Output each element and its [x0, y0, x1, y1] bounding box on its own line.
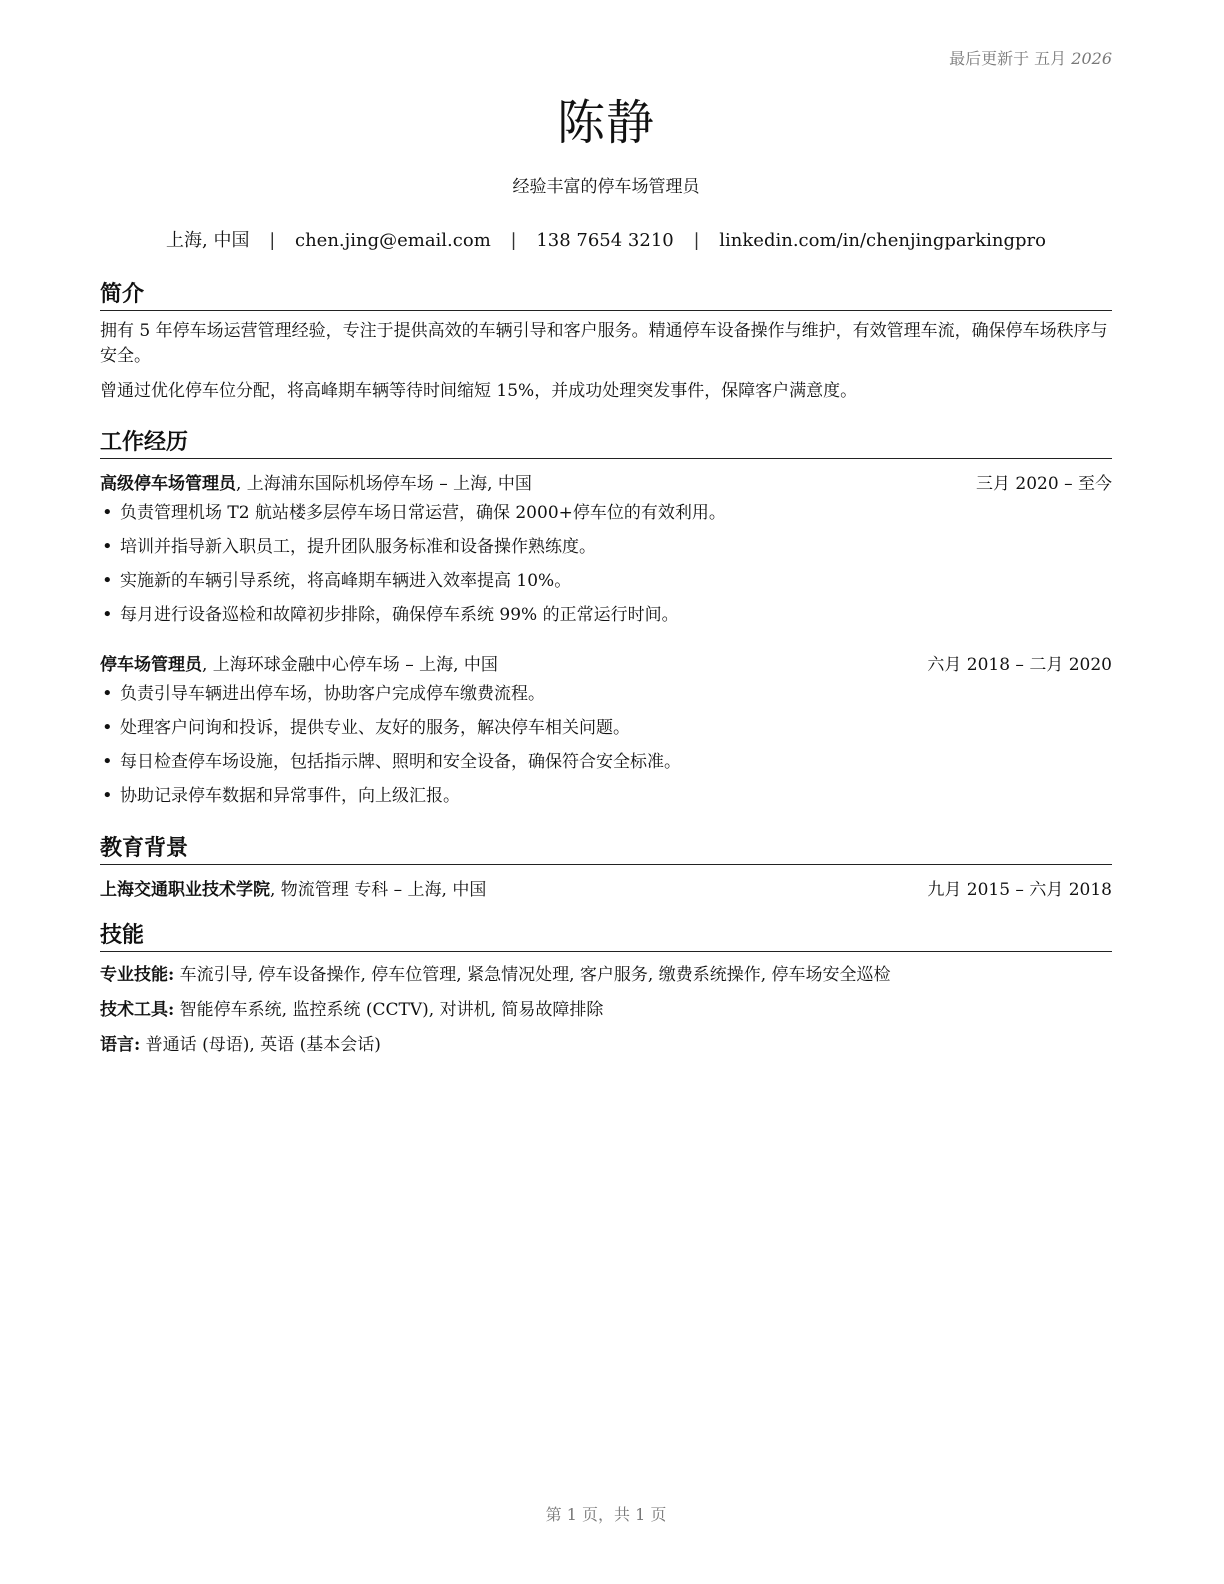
- contact-separator: |: [269, 230, 276, 251]
- education-entry: [100, 875, 1112, 900]
- contact-separator: |: [693, 230, 700, 251]
- summary-paragraph: 曾通过优化停车位分配，将高峰期车辆等待时间缩短 15%，并成功处理突发事件，保障客户满意度。: [100, 381, 858, 401]
- job-bullet: • 每月进行设备巡检和故障初步排除，确保停车系统 99% 的正常运行时间。: [100, 598, 1112, 632]
- skill-label: 专业技能:: [100, 965, 175, 985]
- skill-line: [100, 1028, 1112, 1063]
- skill-label: 语言:: [100, 1035, 141, 1055]
- section-title-experience: 工作经历: [100, 425, 1112, 459]
- education-section: [100, 831, 1112, 900]
- job-bullets: [100, 496, 1112, 632]
- job-bullets: [100, 677, 1112, 813]
- education-dates: 九月 2015 – 六月 2018: [927, 880, 1112, 900]
- contact-separator: |: [510, 230, 517, 251]
- skill-line: [100, 958, 1112, 993]
- education-line: [100, 875, 486, 900]
- job-header: [100, 650, 1112, 675]
- job-role: 停车场管理员: [100, 655, 202, 675]
- contact-location: 上海, 中国: [166, 230, 250, 251]
- contact-email[interactable]: chen.jing@email.com: [295, 230, 491, 251]
- job-title-line: [100, 469, 532, 494]
- skills-section: [100, 918, 1112, 1063]
- contact-phone: 138 7654 3210: [536, 230, 674, 251]
- job-dates: 六月 2018 – 二月 2020: [927, 655, 1112, 675]
- job-bullet: • 实施新的车辆引导系统，将高峰期车辆进入效率提高 10%。: [100, 564, 1112, 598]
- contact-linkedin[interactable]: linkedin.com/in/chenjingparkingpro: [719, 230, 1046, 251]
- job-bullet: • 负责管理机场 T2 航站楼多层停车场日常运营，确保 2000+停车位的有效利用。: [100, 496, 1112, 530]
- resume-page: [100, 0, 1112, 1584]
- skill-value: 普通话 (母语), 英语 (基本会话): [140, 1035, 381, 1055]
- job-header: [100, 469, 1112, 494]
- page-number: 第 1 页，共 1 页: [545, 1505, 667, 1524]
- job-title-line: [100, 650, 498, 675]
- skill-value: 车流引导, 停车设备操作, 停车位管理, 紧急情况处理, 客户服务, 缴费系统操作, 停车场安全巡检: [174, 965, 891, 985]
- summary-paragraph: 拥有 5 年停车场运营管理经验，专注于提供高效的车辆引导和客户服务。精通停车设备操作与维护，有效管理车流，确保停车场秩序与安全。: [100, 321, 1108, 366]
- last-updated: [949, 46, 1112, 69]
- job-bullet: • 协助记录停车数据和异常事件，向上级汇报。: [100, 779, 1112, 813]
- job-bullet: • 每日检查停车场设施，包括指示牌、照明和安全设备，确保符合安全标准。: [100, 745, 1112, 779]
- skill-line: [100, 993, 1112, 1028]
- section-title-education: 教育背景: [100, 831, 1112, 865]
- last-updated-prefix: 最后更新于 五月: [949, 49, 1067, 68]
- job-bullet: • 负责引导车辆进出停车场，协助客户完成停车缴费流程。: [100, 677, 1112, 711]
- school-name: 上海交通职业技术学院: [100, 880, 270, 900]
- experience-section: [100, 425, 1112, 813]
- last-updated-year: 2026: [1071, 49, 1112, 68]
- summary-section: [100, 277, 1112, 404]
- candidate-name: 陈静: [556, 95, 655, 151]
- job-bullet: • 处理客户问询和投诉，提供专业、友好的服务，解决停车相关问题。: [100, 711, 1112, 745]
- section-title-skills: 技能: [100, 918, 1112, 952]
- skill-value: 智能停车系统, 监控系统 (CCTV), 对讲机, 简易故障排除: [174, 1000, 604, 1020]
- contact-line: [100, 226, 1112, 252]
- candidate-headline: 经验丰富的停车场管理员: [512, 177, 700, 197]
- education-detail: , 物流管理 专科 – 上海, 中国: [270, 880, 487, 900]
- job-org: , 上海环球金融中心停车场 – 上海, 中国: [202, 655, 498, 675]
- job-role: 高级停车场管理员: [100, 474, 236, 494]
- section-title-summary: 简介: [100, 277, 1112, 311]
- skills-list: [100, 958, 1112, 1063]
- job-bullet: • 培训并指导新入职员工，提升团队服务标准和设备操作熟练度。: [100, 530, 1112, 564]
- job-dates: 三月 2020 – 至今: [976, 474, 1112, 494]
- job-org: , 上海浦东国际机场停车场 – 上海, 中国: [236, 474, 532, 494]
- skill-label: 技术工具:: [100, 1000, 175, 1020]
